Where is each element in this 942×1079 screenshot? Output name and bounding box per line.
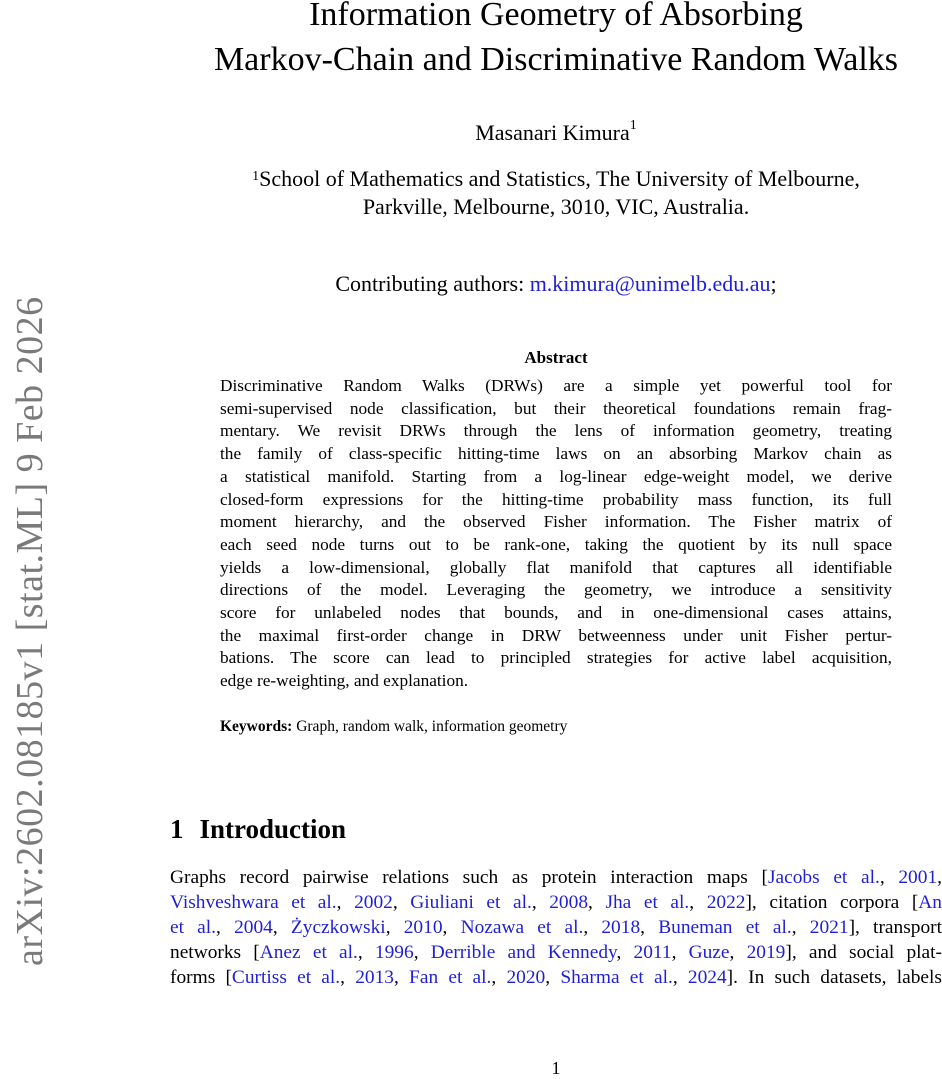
citation-year-link[interactable]: 2019 — [746, 942, 786, 963]
citation-link[interactable]: Anez et al. — [259, 942, 358, 963]
intro-line: et al., 2004, Życzkowski, 2010, Nozawa et al., 2018, Buneman et al., 2021], transport — [170, 917, 942, 938]
abstract-line: each seed node turns out to be rank-one, taking the quotient by its null space — [220, 534, 892, 554]
section-heading-introduction: 1 Introduction — [170, 814, 347, 844]
intro-line: forms [Curtiss et al., 2013, Fan et al., 2020, Sharma et al., 2024]. In such datasets, labels — [170, 967, 942, 988]
paper-title-line-1: Information Geometry of Absorbing — [309, 0, 803, 33]
citation-link[interactable]: Guze — [688, 942, 730, 963]
citation-year-link[interactable]: 2001 — [898, 867, 938, 888]
citation-year-link[interactable]: 2022 — [706, 892, 746, 913]
citation-year-link[interactable]: 2024 — [687, 967, 727, 988]
author-name: Masanari Kimura$^1$ — [475, 118, 637, 145]
citation-year-link[interactable]: 2008 — [549, 892, 589, 913]
intro-line: Vishveshwara et al., 2002, Giuliani et al., 2008, Jha et al., 2022], citation corpora [An — [170, 892, 942, 913]
abstract-line: mentary. We revisit DRWs through the lens of information geometry, treating — [220, 421, 892, 441]
citation-link[interactable]: Giuliani et al. — [410, 892, 532, 913]
affiliation-line-1: $^1$School of Mathematics and Statistics, The University of Melbourne, — [252, 166, 860, 191]
citation-link[interactable]: Buneman et al. — [658, 917, 792, 938]
citation-year-link[interactable]: 2013 — [355, 967, 394, 988]
citation-year-link[interactable]: 2020 — [506, 967, 546, 988]
abstract-line: directions of the model. Leveraging the geometry, we introduce a sensitivity — [220, 580, 892, 600]
keywords: Keywords: Graph, random walk, information geometry — [220, 718, 568, 735]
citation-year-link[interactable]: 2002 — [354, 892, 393, 913]
citation-year-link[interactable]: 2018 — [601, 917, 641, 938]
citation-link[interactable]: Sharma et al. — [560, 967, 673, 988]
paper-title-line-2: Markov-Chain and Discriminative Random Walks — [213, 41, 899, 78]
abstract-line: moment hierarchy, and the observed Fisher information. The Fisher matrix of — [220, 512, 892, 532]
intro-line: networks [Anez et al., 1996, Derrible and Kennedy, 2011, Guze, 2019], and social plat- — [170, 942, 942, 963]
email-link[interactable]: m.kimura@unimelb.edu.au — [529, 271, 771, 296]
citation-link[interactable]: et al. — [170, 917, 217, 938]
abstract-line: the family of class-specific hitting-time laws on an absorbing Markov chain as — [220, 444, 892, 464]
abstract-line: yields a low-dimensional, globally flat manifold that captures all identifiable — [220, 557, 892, 577]
affiliation-line-2: Parkville, Melbourne, 3010, VIC, Australia. — [362, 194, 750, 219]
abstract-line: edge re-weighting, and explanation. — [220, 671, 469, 691]
abstract-line: bations. The score can lead to principled strategies for active label acquisition, — [220, 648, 892, 668]
citation-link[interactable]: Vishveshwara et al. — [170, 892, 337, 913]
citation-link[interactable]: Nozawa et al. — [460, 917, 584, 938]
page-number: 1 — [551, 1058, 561, 1078]
citation-year-link[interactable]: 1996 — [374, 942, 414, 963]
abstract-line: closed-form expressions for the hitting-time probability mass function, its full — [220, 489, 892, 509]
abstract-line: score for unlabeled nodes that bounds, and in one-dimensional cases attains, — [220, 603, 892, 623]
introduction-body — [170, 865, 942, 990]
abstract-heading: Abstract — [524, 348, 588, 367]
citation-link[interactable]: Życzkowski — [290, 917, 386, 938]
intro-line: Graphs record pairwise relations such as protein interaction maps [Jacobs et al., 2001, — [170, 867, 942, 888]
abstract-line: the maximal first-order change in DRW betweenness under unit Fisher pertur- — [220, 625, 892, 645]
citation-link[interactable]: Jha et al. — [605, 892, 690, 913]
citation-year-link[interactable]: 2021 — [809, 917, 849, 938]
arxiv-identifier-stamp: arXiv:2602.08185v1 [stat.ML] 9 Feb 2026 — [9, 296, 51, 966]
citation-year-link[interactable]: 2011 — [633, 942, 672, 963]
citation-link[interactable]: Fan et al. — [409, 967, 492, 988]
abstract-body — [220, 375, 892, 693]
citation-link[interactable]: Derrible and Kennedy — [430, 942, 617, 963]
abstract-line: Discriminative Random Walks (DRWs) are a simple yet powerful tool for — [220, 376, 892, 395]
contact-line: Contributing authors: m.kimura@unimelb.edu.au; — [335, 271, 777, 296]
citation-link[interactable]: Curtiss et al. — [231, 967, 341, 988]
citation-link[interactable]: Jacobs et al. — [767, 867, 880, 888]
citation-link[interactable]: An — [918, 892, 942, 913]
citation-year-link[interactable]: 2004 — [234, 917, 273, 938]
abstract-line: semi-supervised node classification, but their theoretical foundations remain frag- — [220, 398, 892, 418]
citation-year-link[interactable]: 2010 — [403, 917, 443, 938]
abstract-line: a statistical manifold. Starting from a log-linear edge-weight model, we derive — [220, 466, 892, 486]
